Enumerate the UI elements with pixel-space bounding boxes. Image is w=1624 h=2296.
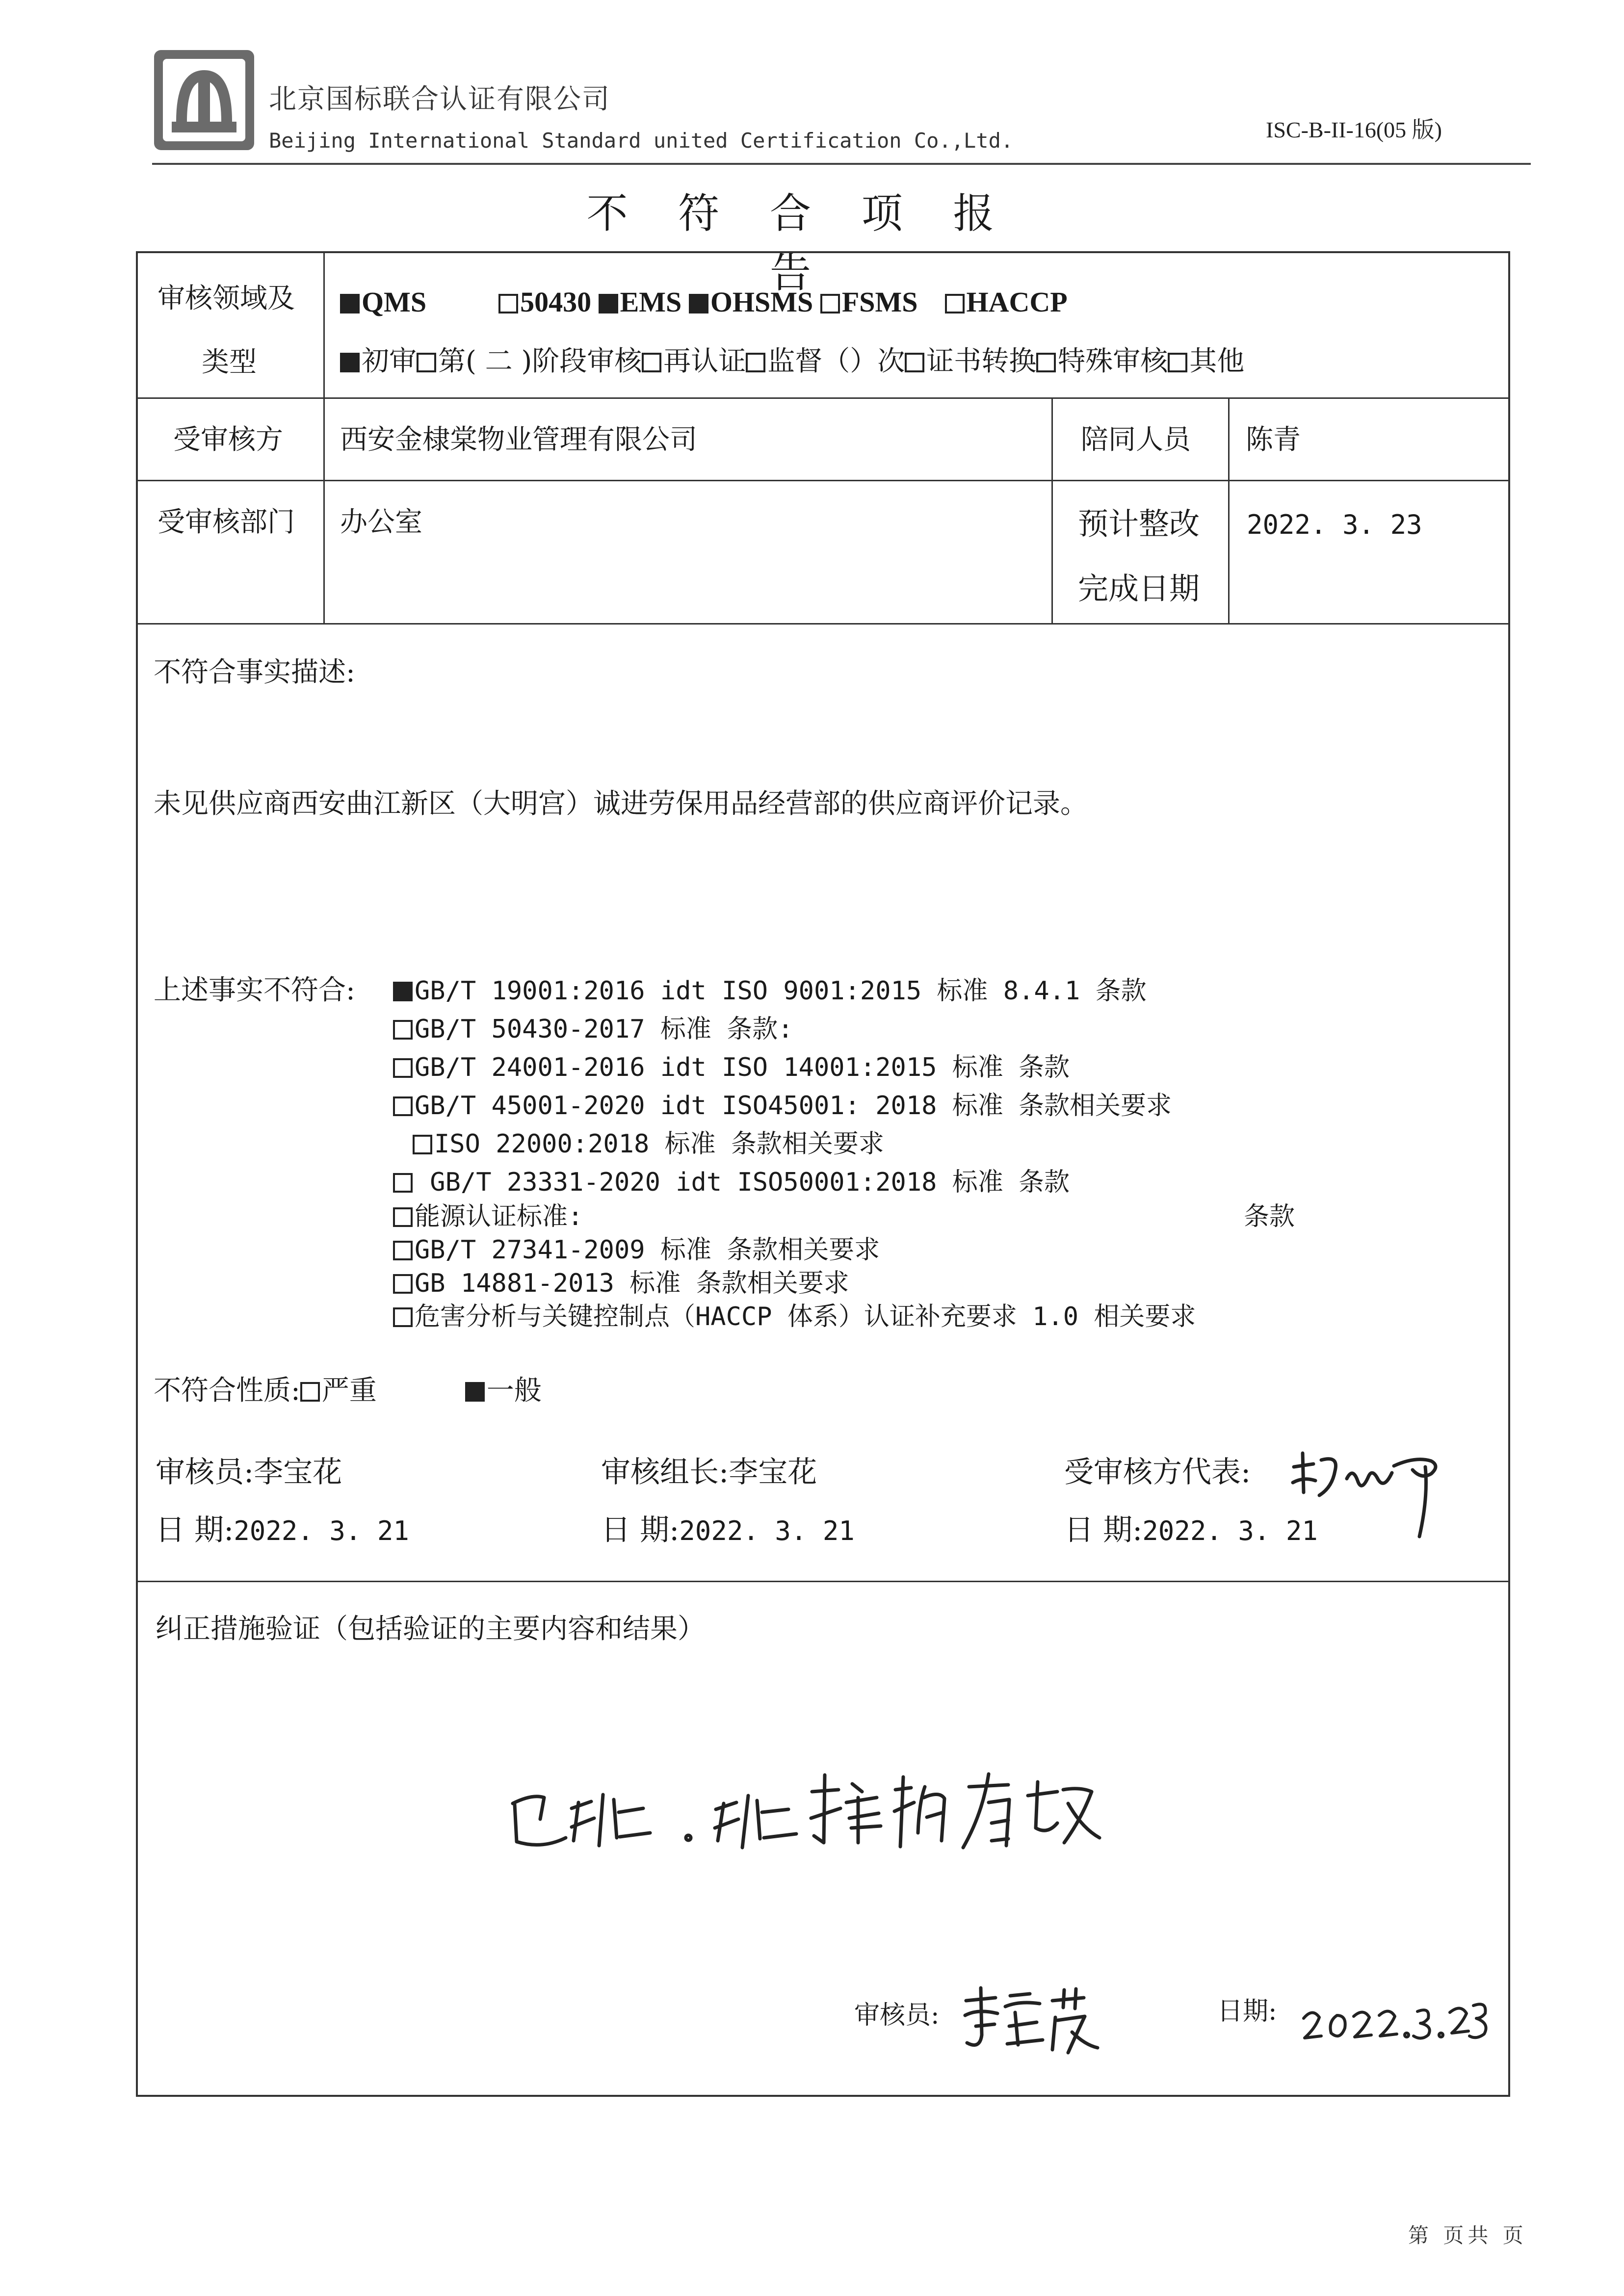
standard-checkbox[interactable] xyxy=(393,1274,413,1294)
verification-auditor-label: 审核员: xyxy=(854,2001,940,2030)
standard-text: GB/T 24001-2016 idt ISO 14001:2015 标准 条款 xyxy=(415,1053,1070,1082)
haccp-label: HACCP xyxy=(966,286,1068,318)
surveillance-checkbox[interactable] xyxy=(746,353,765,372)
date-label: 日 期: xyxy=(1064,1513,1143,1547)
qms-label: QMS xyxy=(362,286,427,318)
page-title: 不 符 合 项 报 告 xyxy=(586,189,1013,297)
date-label: 日 期: xyxy=(601,1513,680,1547)
header-divider xyxy=(152,163,1531,165)
standard-text: 能源认证标准: xyxy=(415,1202,583,1231)
system-checkbox-row xyxy=(340,287,1068,318)
standard-item xyxy=(393,1270,849,1298)
recertification-label: 再认证 xyxy=(663,345,746,377)
surveillance-label: 监督（）次 xyxy=(767,345,905,377)
standard-checkbox[interactable] xyxy=(393,1207,413,1227)
standard-checkbox[interactable] xyxy=(393,1173,413,1193)
audit-scope-label-line2: 类型 xyxy=(202,346,257,378)
rep-date-row xyxy=(1064,1514,1318,1546)
standards-label: 上述事实不符合: xyxy=(154,974,355,1006)
standard-item xyxy=(393,1236,880,1264)
standard-item xyxy=(393,1092,1172,1120)
standard-text: GB/T 19001:2016 idt ISO 9001:2015 标准 8.4.1 条款 xyxy=(415,976,1147,1006)
standard-text: GB/T 27341-2009 标准 条款相关要求 xyxy=(415,1235,880,1265)
other-checkbox[interactable] xyxy=(1168,353,1187,372)
standard-text: 危害分析与关键控制点（HACCP 体系）认证补充要求 1.0 相关要求 xyxy=(415,1302,1196,1331)
verification-auditor-signature xyxy=(956,1981,1103,2061)
column-divider xyxy=(323,253,325,624)
company-logo xyxy=(152,48,256,152)
standard-text: GB/T 45001-2020 idt ISO45001: 2018 标准 条款相关要求 xyxy=(415,1091,1172,1121)
verification-date-label: 日期: xyxy=(1217,1997,1277,2026)
standard-text: GB/T 50430-2017 标准 条款: xyxy=(415,1015,793,1044)
row-divider xyxy=(138,397,1509,399)
row-divider xyxy=(138,623,1509,625)
page-number: 第 页共 页 xyxy=(1408,2223,1527,2247)
verification-label: 纠正措施验证（包括验证的主要内容和结果） xyxy=(156,1613,705,1645)
companion-value: 陈青 xyxy=(1246,424,1301,456)
standard-checkbox[interactable] xyxy=(393,1307,413,1327)
standard-item xyxy=(393,1303,1196,1331)
ohsms-checkbox[interactable] xyxy=(689,294,708,313)
stage-audit-checkbox[interactable] xyxy=(417,353,436,372)
auditor-name: 李宝花 xyxy=(254,1455,342,1489)
leader-signoff xyxy=(601,1456,817,1488)
ohsms-label: OHSMS xyxy=(710,286,813,318)
department-label: 受审核部门 xyxy=(157,506,295,538)
standard-item xyxy=(393,1054,1070,1082)
nc-description-label: 不符合事实描述: xyxy=(154,656,355,688)
energy-clause-suffix: 条款 xyxy=(1244,1202,1295,1231)
auditor-date-value: 2022. 3. 21 xyxy=(234,1515,409,1546)
special-audit-checkbox[interactable] xyxy=(1036,353,1056,372)
special-audit-label: 特殊审核 xyxy=(1058,345,1168,377)
standard-text: ISO 22000:2018 标准 条款相关要求 xyxy=(434,1129,884,1159)
companion-label: 陪同人员 xyxy=(1081,424,1191,456)
other-label: 其他 xyxy=(1189,345,1245,377)
standard-checkbox[interactable] xyxy=(413,1135,432,1154)
date-label: 日 期: xyxy=(156,1513,234,1547)
auditee-value: 西安金棣棠物业管理有限公司 xyxy=(340,424,697,456)
ems-checkbox[interactable] xyxy=(599,294,618,313)
severe-checkbox[interactable] xyxy=(300,1382,320,1402)
leader-date-row xyxy=(601,1514,855,1546)
verification-date-handwritten xyxy=(1296,1987,1502,2053)
severe-label: 严重 xyxy=(321,1375,377,1407)
leader-name: 李宝花 xyxy=(729,1455,817,1489)
standard-checkbox[interactable] xyxy=(393,1058,413,1078)
standard-checkbox[interactable] xyxy=(393,982,413,1001)
standard-item xyxy=(393,1016,793,1044)
nc-nature-label: 不符合性质: xyxy=(154,1375,300,1407)
column-divider xyxy=(1051,397,1053,624)
standard-text: GB/T 23331-2020 idt ISO50001:2018 标准 条款 xyxy=(415,1168,1070,1197)
rep-label: 受审核方代表: xyxy=(1064,1455,1251,1489)
50430-checkbox[interactable] xyxy=(498,294,518,313)
leader-date-value: 2022. 3. 21 xyxy=(679,1515,855,1546)
auditee-label: 受审核方 xyxy=(173,424,283,456)
general-checkbox[interactable] xyxy=(465,1382,485,1402)
due-date-label-line1: 预计整改 xyxy=(1078,506,1200,542)
standard-item xyxy=(393,977,1147,1005)
standard-checkbox[interactable] xyxy=(393,1020,413,1040)
initial-audit-label: 初审 xyxy=(362,345,417,377)
nc-description: 未见供应商西安曲江新区（大明宫）诚进劳保用品经营部的供应商评价记录。 xyxy=(154,788,1088,820)
certificate-transfer-checkbox[interactable] xyxy=(905,353,924,372)
auditor-signoff xyxy=(156,1456,342,1488)
standard-checkbox[interactable] xyxy=(393,1241,413,1260)
company-name-en: Beijing International Standard united Certification Co.,Ltd. xyxy=(269,129,1014,153)
audit-scope-label-line1: 审核领域及 xyxy=(157,283,295,314)
qms-checkbox[interactable] xyxy=(340,294,360,313)
auditor-date-row xyxy=(156,1514,409,1546)
50430-label: 50430 xyxy=(520,286,592,318)
nc-nature-row xyxy=(154,1376,542,1406)
due-date-value: 2022. 3. 23 xyxy=(1247,509,1422,540)
fsms-label: FSMS xyxy=(841,286,918,318)
fsms-checkbox[interactable] xyxy=(820,294,840,313)
haccp-checkbox[interactable] xyxy=(945,294,965,313)
handwritten-verification-result xyxy=(493,1745,1180,1869)
audit-type-checkbox-row xyxy=(340,346,1244,377)
department-value: 办公室 xyxy=(340,506,422,538)
due-date-label-line2: 完成日期 xyxy=(1078,571,1200,606)
leader-label: 审核组长: xyxy=(601,1455,729,1489)
document-code: ISC-B-II-16(05 版) xyxy=(1266,117,1442,142)
standard-text: GB 14881-2013 标准 条款相关要求 xyxy=(415,1269,849,1298)
row-divider xyxy=(138,1581,1509,1582)
auditor-label: 审核员: xyxy=(156,1455,254,1489)
standard-item xyxy=(393,1169,1070,1197)
rep-date-value: 2022. 3. 21 xyxy=(1142,1515,1318,1546)
stage-audit-label: 第( 二 )阶段审核 xyxy=(438,345,642,377)
company-name-cn: 北京国标联合认证有限公司 xyxy=(269,83,610,115)
general-label: 一般 xyxy=(486,1375,542,1407)
standard-item xyxy=(393,1203,583,1231)
row-divider xyxy=(138,480,1509,481)
standard-checkbox[interactable] xyxy=(393,1096,413,1116)
report-form xyxy=(136,251,1510,2097)
standard-item xyxy=(413,1130,884,1158)
certificate-transfer-label: 证书转换 xyxy=(926,345,1037,377)
column-divider xyxy=(1228,397,1230,624)
initial-audit-checkbox[interactable] xyxy=(340,353,360,372)
recertification-checkbox[interactable] xyxy=(642,353,661,372)
ems-label: EMS xyxy=(620,286,682,318)
